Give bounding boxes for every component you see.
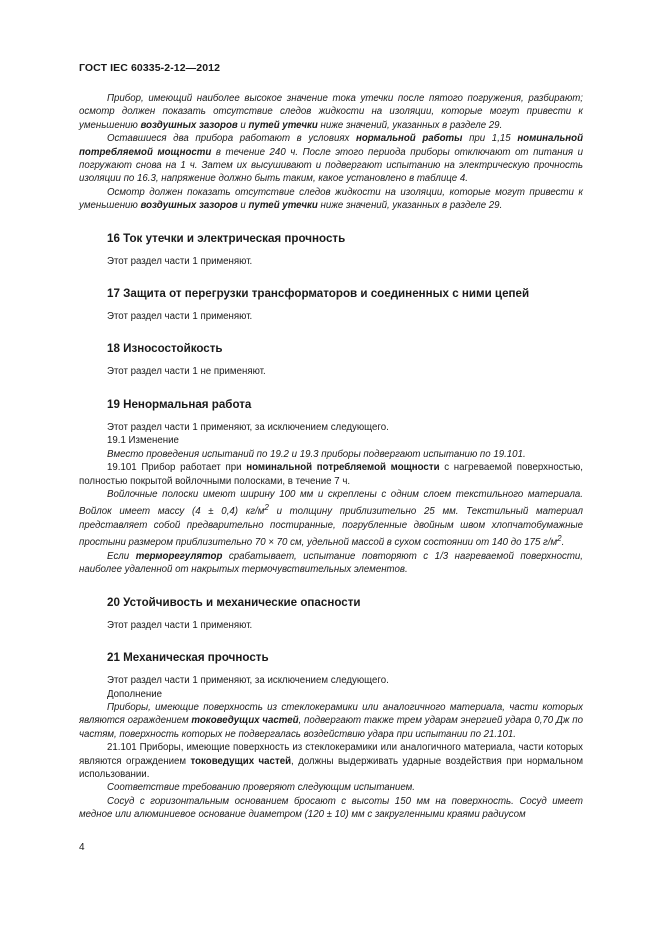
section-heading-21: 21 Механическая прочность xyxy=(107,651,269,665)
term-bold: токоведущих частей xyxy=(190,755,292,767)
term-bold: путей утечки xyxy=(248,119,318,131)
text-span: и xyxy=(237,200,249,212)
section-heading-19: 19 Ненормальная работа xyxy=(107,397,252,411)
text-span: , должны выдерживать ударные воздействия при нормальном использовании. xyxy=(79,755,583,781)
text-span: при 1,15 xyxy=(462,133,518,145)
text-span: . xyxy=(561,537,565,549)
term-bold: нормальной работы xyxy=(356,133,463,145)
paragraph xyxy=(79,701,583,741)
text-span: Осмотр должен показать отсутствие следов жидкости на изоляции, которые могут привести к уменьшению xyxy=(79,186,583,212)
text-span: срабатывает, испытание повторяют с 1/3 нагреваемой поверхности, наиболее удаленной от накрытых термочувствительных элементов. xyxy=(79,551,583,576)
text-span: ниже значений, указанных в разделе 29. xyxy=(317,200,503,212)
text-span: и толщину приблизительно 25 мм. Текстильный материал представляет собой предварительно постиранные, погрубленные двойным швом хлопчатобумажные простыни размером приблизительно 70 × 70 см, удельной массой в сухом состоянии от 140 до 175 г/м xyxy=(79,506,583,549)
paragraph: Вместо проведения испытаний по 19.2 и 19.3 приборы подвергают испытанию по 19.101. xyxy=(107,448,526,460)
text-span: Оставшиеся два прибора работают в условиях xyxy=(107,133,356,145)
term-bold: путей утечки xyxy=(248,200,318,212)
section-heading-20: 20 Устойчивость и механические опасности xyxy=(107,595,361,609)
subsection-title: 19.1 Изменение xyxy=(107,435,179,447)
paragraph: Этот раздел части 1 не применяют. xyxy=(107,366,266,378)
subsection-title: Дополнение xyxy=(107,688,163,700)
document-body xyxy=(79,92,583,822)
text-span: , подвергают также трем ударам энергией удара 0,70 Дж по частям, поверхность которых не подвергалась воздействию удара при испытании по 21.101. xyxy=(79,715,583,740)
text-span: с нагреваемой поверхностью, полностью покрытой войлочными полосками, в течение 7 ч. xyxy=(79,462,583,487)
paragraph: Этот раздел части 1 применяют, за исключением следующего. xyxy=(107,675,389,687)
page-number: 4 xyxy=(79,842,85,853)
text-span: в течение 240 ч. После этого периода приборы отключают от питания и погружают снова на 1 ч. Затем их высушивают и подвергают испытанию на электрическую прочность изоляции по 16.3, напряжение должно быть таким, какое установлено в таблице 4. xyxy=(79,146,584,185)
text-span: Если xyxy=(107,551,136,562)
text-span: Войлочные полоски имеют ширину 100 мм и скреплены с одним слоем текстильного материала. Войлок имеет массу (4 ± 0,4) кг/м xyxy=(79,488,583,518)
paragraph xyxy=(79,488,583,550)
paragraph: Этот раздел части 1 применяют, за исключением следующего. xyxy=(107,421,389,433)
paragraph: Этот раздел части 1 применяют. xyxy=(107,311,253,323)
paragraph xyxy=(79,461,583,488)
superscript: 2 xyxy=(557,534,562,544)
text-span: 21.101 Приборы, имеющие поверхность из стеклокерамики или аналогичного материала, части которых являются ограждением xyxy=(79,742,583,767)
term-bold: воздушных зазоров xyxy=(140,119,238,131)
section-heading-17: 17 Защита от перегрузки трансформаторов и соединенных с ними цепей xyxy=(107,287,530,301)
term-bold: номинальной потребляемой мощности xyxy=(246,462,440,474)
text-span: Прибор, имеющий наиболее высокое значение тока утечки после пятого погружения, разбирают; осмотр должен показать отсутствие следов жидкости на изоляции, которые могут привести к уменьшению xyxy=(79,93,583,131)
text-span: ниже значений, указанных в разделе 29. xyxy=(317,119,503,131)
paragraph: Сосуд с горизонтальным основанием бросают с высоты 150 мм на поверхность. Сосуд имеет медное или алюминиевое основание диаметром (120 ± 10) мм с закругленными краями радиусом xyxy=(79,795,583,821)
paragraph: Этот раздел части 1 применяют. xyxy=(107,619,253,631)
paragraph xyxy=(79,132,583,186)
term-bold: воздушных зазоров xyxy=(140,200,238,212)
paragraph: Соответствие требованию проверяют следующим испытанием. xyxy=(107,782,415,794)
section-heading-16: 16 Ток утечки и электрическая прочность xyxy=(107,231,346,245)
paragraph xyxy=(79,741,583,781)
section-heading-18: 18 Износостойкость xyxy=(107,342,223,356)
document-header: ГОСТ IEC 60335-2-12—2012 xyxy=(79,62,221,74)
term-bold: терморегулятор xyxy=(135,551,223,562)
term-bold: токоведущих частей xyxy=(191,715,299,727)
paragraph xyxy=(79,550,583,577)
paragraph xyxy=(79,92,583,132)
text-span: и xyxy=(237,119,249,131)
superscript: 2 xyxy=(264,503,269,513)
paragraph: Этот раздел части 1 применяют. xyxy=(107,255,253,267)
paragraph xyxy=(79,186,583,213)
text-span: 19.101 Прибор работает при xyxy=(107,462,247,474)
text-span: Приборы, имеющие поверхность из стеклокерамики или аналогичного материала, части которых являются ограждением xyxy=(79,702,583,727)
term-bold: номинальной потребляемой мощности xyxy=(79,133,583,158)
